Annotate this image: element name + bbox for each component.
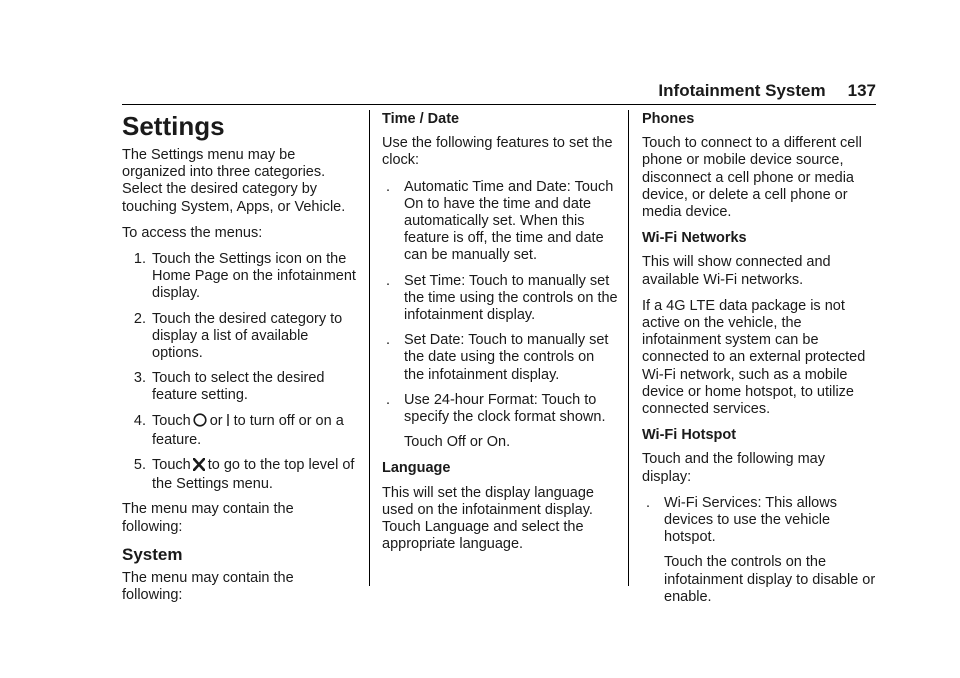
system-contains: The menu may contain the following: <box>122 569 294 604</box>
list-item <box>122 370 356 404</box>
bullet: . <box>386 332 391 349</box>
list-item <box>382 392 618 426</box>
step-text <box>152 413 356 449</box>
page-number: 137 <box>847 81 876 100</box>
list-item <box>382 179 618 265</box>
bar-icon <box>225 413 231 432</box>
step-text-pre: Touch <box>152 412 191 429</box>
lte-text: If a 4G LTE data package is not active on the vehicle, the infotainment system can be connected to an external protected Wi-Fi network, such as a mobile device or home hotspot, to utilize connected services. <box>642 297 866 418</box>
controls-text: Touch the controls on the infotainment display to disable or enable. <box>664 554 876 605</box>
list-item <box>642 495 878 547</box>
header-rule <box>122 104 876 105</box>
step-number: 5. <box>133 457 146 474</box>
hotspot-intro: Touch and the following may display: <box>642 451 825 485</box>
step-number: 3. <box>133 370 146 387</box>
phones-heading: Phones <box>642 111 695 127</box>
language-text: This will set the display language used on the infotainment display. Touch Language and select the appropriate language. <box>382 484 594 553</box>
step-text <box>152 457 356 493</box>
step-text: Touch the Settings icon on the Home Page on the infotainment display. <box>152 251 356 302</box>
language-heading: Language <box>382 460 451 477</box>
x-icon <box>193 458 205 476</box>
page-header <box>658 81 876 101</box>
hotspot-list <box>642 495 878 547</box>
access-label: To access the menus: <box>122 224 263 241</box>
circle-icon <box>193 413 207 432</box>
list-item <box>122 251 356 303</box>
bullet-text: Use 24-hour Format: Touch to specify the clock format shown. <box>404 391 606 426</box>
menu-contains: The menu may contain the following: <box>122 501 294 535</box>
step-text-post: to turn off or on a feature. <box>152 412 344 448</box>
bullet: . <box>386 272 391 289</box>
step-text: Touch to select the desired feature setting. <box>152 370 325 404</box>
bullet-text: Set Time: Touch to manually set the time using the controls on the infotainment display. <box>404 272 618 324</box>
step-text-pre: Touch <box>152 457 191 474</box>
phones-text: Touch to connect to a different cell phone or mobile device source, disconnect a cell phone or media device, or delete a cell phone or media device. <box>642 135 862 221</box>
list-item <box>122 413 356 449</box>
step-number: 4. <box>133 412 146 429</box>
bullet-text: Set Date: Touch to manually set the date using the controls on the infotainment display. <box>404 332 609 383</box>
wifi-networks-heading: Wi-Fi Networks <box>642 230 747 247</box>
column-3 <box>642 111 878 615</box>
section-title: Infotainment System <box>658 81 826 100</box>
bullet: . <box>386 178 391 195</box>
steps-list <box>122 251 356 493</box>
time-date-list <box>382 179 618 427</box>
settings-intro: The Settings menu may be organized into three categories. Select the desired category by touching System, Apps, or Vehicle. <box>122 147 346 215</box>
settings-heading: Settings <box>122 111 225 141</box>
list-item <box>122 457 356 493</box>
list-item <box>122 311 356 363</box>
step-text-mid: or <box>209 412 223 429</box>
step-text-post: to go to the top level of the Settings menu. <box>152 457 355 493</box>
bullet: . <box>386 391 391 408</box>
wifi-networks-text: This will show connected and available Wi-Fi networks. <box>642 254 831 288</box>
step-text: Touch the desired category to display a list of available options. <box>152 310 343 362</box>
bullet-text: Wi-Fi Services: This allows devices to use the vehicle hotspot. <box>664 494 837 546</box>
column-1 <box>122 111 356 613</box>
bullet-text: Automatic Time and Date: Touch On to have the time and date automatically set. When this feature is off, the time and date can be manually set. <box>404 178 614 264</box>
step-number: 2. <box>133 310 146 327</box>
step-number: 1. <box>133 251 146 268</box>
system-heading: System <box>122 544 183 564</box>
column-divider-1 <box>369 110 370 586</box>
column-divider-2 <box>628 110 629 586</box>
time-date-intro: Use the following features to set the clock: <box>382 135 613 169</box>
touch-off-on: Touch Off or On. <box>404 434 511 451</box>
column-2 <box>382 111 618 562</box>
list-item <box>382 273 618 325</box>
list-item <box>382 332 618 384</box>
wifi-hotspot-heading: Wi-Fi Hotspot <box>642 427 737 444</box>
time-date-heading: Time / Date <box>382 111 460 127</box>
bullet: . <box>646 494 651 511</box>
